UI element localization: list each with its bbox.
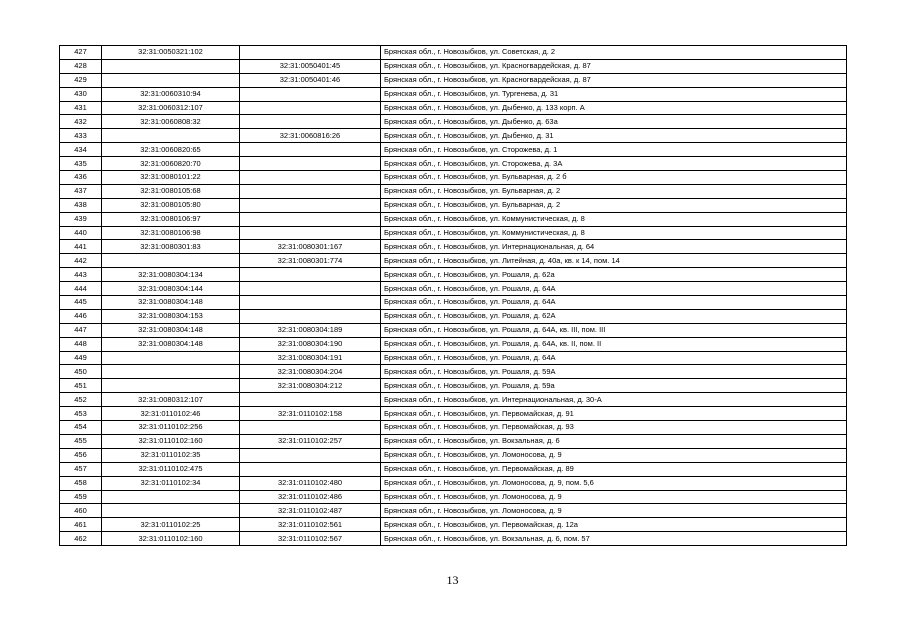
address-cell: Брянская обл., г. Новозыбков, ул. Коммунистическая, д. 8 xyxy=(381,212,847,226)
address-cell: Брянская обл., г. Новозыбков, ул. Рошаля, д. 62а xyxy=(381,268,847,282)
row-number-cell: 427 xyxy=(60,46,102,60)
address-cell: Брянская обл., г. Новозыбков, ул. Рошаля, д. 64А, кв. II, пом. II xyxy=(381,337,847,351)
table-row xyxy=(60,337,847,351)
cadastral-number-cell xyxy=(102,379,240,393)
cadastral-number-cell xyxy=(102,504,240,518)
premises-cadastral-number-cell xyxy=(240,309,381,323)
row-number-cell: 452 xyxy=(60,393,102,407)
table-row xyxy=(60,198,847,212)
row-number-cell: 428 xyxy=(60,59,102,73)
cadastral-number-cell: 32:31:0060820:65 xyxy=(102,143,240,157)
address-cell: Брянская обл., г. Новозыбков, ул. Вокзальная, д. 6, пом. 57 xyxy=(381,532,847,546)
row-number-cell: 437 xyxy=(60,184,102,198)
table-row xyxy=(60,518,847,532)
table-row xyxy=(60,101,847,115)
address-cell: Брянская обл., г. Новозыбков, ул. Ломоносова, д. 9, пом. 5,6 xyxy=(381,476,847,490)
cadastral-number-cell: 32:31:0110102:46 xyxy=(102,407,240,421)
table-row xyxy=(60,434,847,448)
table-row xyxy=(60,157,847,171)
address-cell: Брянская обл., г. Новозыбков, ул. Тургенева, д. 31 xyxy=(381,87,847,101)
row-number-cell: 436 xyxy=(60,171,102,185)
row-number-cell: 447 xyxy=(60,323,102,337)
row-number-cell: 443 xyxy=(60,268,102,282)
cadastral-number-cell xyxy=(102,59,240,73)
table-row xyxy=(60,46,847,60)
address-cell: Брянская обл., г. Новозыбков, ул. Рошаля, д. 64А xyxy=(381,351,847,365)
row-number-cell: 433 xyxy=(60,129,102,143)
address-cell: Брянская обл., г. Новозыбков, ул. Коммунистическая, д. 8 xyxy=(381,226,847,240)
cadastral-number-cell xyxy=(102,365,240,379)
table-row xyxy=(60,115,847,129)
row-number-cell: 438 xyxy=(60,198,102,212)
row-number-cell: 448 xyxy=(60,337,102,351)
row-number-cell: 439 xyxy=(60,212,102,226)
table-row xyxy=(60,365,847,379)
cadastral-number-cell: 32:31:0080304:153 xyxy=(102,309,240,323)
cadastral-number-cell: 32:31:0110102:25 xyxy=(102,518,240,532)
table-row xyxy=(60,240,847,254)
table-row xyxy=(60,226,847,240)
address-cell: Брянская обл., г. Новозыбков, ул. Ломоносова, д. 9 xyxy=(381,504,847,518)
row-number-cell: 435 xyxy=(60,157,102,171)
address-cell: Брянская обл., г. Новозыбков, ул. Первомайская, д. 93 xyxy=(381,421,847,435)
cadastral-number-cell: 32:31:0050321:102 xyxy=(102,46,240,60)
row-number-cell: 457 xyxy=(60,462,102,476)
cadastral-number-cell: 32:31:0080106:97 xyxy=(102,212,240,226)
address-cell: Брянская обл., г. Новозыбков, ул. Дыбенко, д. 63а xyxy=(381,115,847,129)
row-number-cell: 442 xyxy=(60,254,102,268)
cadastral-number-cell: 32:31:0110102:160 xyxy=(102,434,240,448)
table-row xyxy=(60,532,847,546)
row-number-cell: 432 xyxy=(60,115,102,129)
row-number-cell: 446 xyxy=(60,309,102,323)
table-row xyxy=(60,296,847,310)
table-row xyxy=(60,171,847,185)
address-cell: Брянская обл., г. Новозыбков, ул. Вокзальная, д. 6 xyxy=(381,434,847,448)
table-row xyxy=(60,323,847,337)
address-cell: Брянская обл., г. Новозыбков, ул. Первомайская, д. 12а xyxy=(381,518,847,532)
row-number-cell: 461 xyxy=(60,518,102,532)
table-row xyxy=(60,462,847,476)
row-number-cell: 451 xyxy=(60,379,102,393)
address-cell: Брянская обл., г. Новозыбков, ул. Сторожева, д. 3А xyxy=(381,157,847,171)
row-number-cell: 460 xyxy=(60,504,102,518)
premises-cadastral-number-cell: 32:31:0080301:167 xyxy=(240,240,381,254)
row-number-cell: 434 xyxy=(60,143,102,157)
premises-cadastral-number-cell: 32:31:0080304:212 xyxy=(240,379,381,393)
table-row xyxy=(60,73,847,87)
cadastral-number-cell: 32:31:0110102:34 xyxy=(102,476,240,490)
premises-cadastral-number-cell xyxy=(240,296,381,310)
row-number-cell: 449 xyxy=(60,351,102,365)
registry-table-body xyxy=(60,46,847,546)
cadastral-number-cell: 32:31:0080304:134 xyxy=(102,268,240,282)
row-number-cell: 431 xyxy=(60,101,102,115)
cadastral-number-cell xyxy=(102,490,240,504)
address-cell: Брянская обл., г. Новозыбков, ул. Бульварная, д. 2 б xyxy=(381,171,847,185)
premises-cadastral-number-cell xyxy=(240,157,381,171)
premises-cadastral-number-cell: 32:31:0080304:189 xyxy=(240,323,381,337)
cadastral-number-cell: 32:31:0110102:35 xyxy=(102,448,240,462)
premises-cadastral-number-cell xyxy=(240,143,381,157)
table-row xyxy=(60,421,847,435)
table-row xyxy=(60,476,847,490)
row-number-cell: 430 xyxy=(60,87,102,101)
address-cell: Брянская обл., г. Новозыбков, ул. Литейная, д. 40а, кв. к 14, пом. 14 xyxy=(381,254,847,268)
address-cell: Брянская обл., г. Новозыбков, ул. Бульварная, д. 2 xyxy=(381,184,847,198)
address-cell: Брянская обл., г. Новозыбков, ул. Рошаля, д. 62А xyxy=(381,309,847,323)
premises-cadastral-number-cell: 32:31:0080301:774 xyxy=(240,254,381,268)
table-row xyxy=(60,351,847,365)
cadastral-number-cell: 32:31:0060312:107 xyxy=(102,101,240,115)
address-cell: Брянская обл., г. Новозыбков, ул. Рошаля, д. 64А xyxy=(381,296,847,310)
row-number-cell: 444 xyxy=(60,282,102,296)
address-cell: Брянская обл., г. Новозыбков, ул. Бульварная, д. 2 xyxy=(381,198,847,212)
table-row xyxy=(60,129,847,143)
premises-cadastral-number-cell xyxy=(240,87,381,101)
table-row xyxy=(60,254,847,268)
premises-cadastral-number-cell xyxy=(240,226,381,240)
row-number-cell: 455 xyxy=(60,434,102,448)
row-number-cell: 440 xyxy=(60,226,102,240)
premises-cadastral-number-cell: 32:31:0110102:486 xyxy=(240,490,381,504)
row-number-cell: 462 xyxy=(60,532,102,546)
table-row xyxy=(60,379,847,393)
table-row xyxy=(60,143,847,157)
address-cell: Брянская обл., г. Новозыбков, ул. Интернациональная, д. 30-А xyxy=(381,393,847,407)
premises-cadastral-number-cell xyxy=(240,462,381,476)
row-number-cell: 441 xyxy=(60,240,102,254)
cadastral-number-cell xyxy=(102,351,240,365)
table-row xyxy=(60,59,847,73)
cadastral-number-cell: 32:31:0080304:148 xyxy=(102,323,240,337)
cadastral-number-cell: 32:31:0110102:256 xyxy=(102,421,240,435)
cadastral-number-cell: 32:31:0060808:32 xyxy=(102,115,240,129)
cadastral-number-cell xyxy=(102,73,240,87)
table-row xyxy=(60,282,847,296)
address-cell: Брянская обл., г. Новозыбков, ул. Советская, д. 2 xyxy=(381,46,847,60)
address-cell: Брянская обл., г. Новозыбков, ул. Рошаля, д. 64А xyxy=(381,282,847,296)
premises-cadastral-number-cell xyxy=(240,101,381,115)
premises-cadastral-number-cell: 32:31:0110102:487 xyxy=(240,504,381,518)
cadastral-number-cell: 32:31:0060310:94 xyxy=(102,87,240,101)
premises-cadastral-number-cell xyxy=(240,393,381,407)
premises-cadastral-number-cell xyxy=(240,212,381,226)
premises-cadastral-number-cell: 32:31:0050401:46 xyxy=(240,73,381,87)
table-row xyxy=(60,504,847,518)
premises-cadastral-number-cell: 32:31:0080304:191 xyxy=(240,351,381,365)
address-cell: Брянская обл., г. Новозыбков, ул. Ломоносова, д. 9 xyxy=(381,490,847,504)
cadastral-number-cell: 32:31:0110102:475 xyxy=(102,462,240,476)
cadastral-number-cell: 32:31:0080105:80 xyxy=(102,198,240,212)
address-cell: Брянская обл., г. Новозыбков, ул. Рошаля, д. 59а xyxy=(381,379,847,393)
table-row xyxy=(60,448,847,462)
table-row xyxy=(60,212,847,226)
premises-cadastral-number-cell: 32:31:0110102:158 xyxy=(240,407,381,421)
row-number-cell: 459 xyxy=(60,490,102,504)
premises-cadastral-number-cell: 32:31:0110102:567 xyxy=(240,532,381,546)
premises-cadastral-number-cell xyxy=(240,268,381,282)
row-number-cell: 456 xyxy=(60,448,102,462)
address-cell: Брянская обл., г. Новозыбков, ул. Дыбенко, д. 133 корп. А xyxy=(381,101,847,115)
page-number: 13 xyxy=(446,573,459,587)
property-registry-table xyxy=(59,45,847,546)
cadastral-number-cell xyxy=(102,129,240,143)
address-cell: Брянская обл., г. Новозыбков, ул. Первомайская, д. 89 xyxy=(381,462,847,476)
premises-cadastral-number-cell: 32:31:0080304:204 xyxy=(240,365,381,379)
address-cell: Брянская обл., г. Новозыбков, ул. Дыбенко, д. 31 xyxy=(381,129,847,143)
address-cell: Брянская обл., г. Новозыбков, ул. Красногвардейская, д. 87 xyxy=(381,59,847,73)
address-cell: Брянская обл., г. Новозыбков, ул. Ломоносова, д. 9 xyxy=(381,448,847,462)
premises-cadastral-number-cell xyxy=(240,448,381,462)
premises-cadastral-number-cell xyxy=(240,198,381,212)
address-cell: Брянская обл., г. Новозыбков, ул. Сторожева, д. 1 xyxy=(381,143,847,157)
address-cell: Брянская обл., г. Новозыбков, ул. Рошаля, д. 64А, кв. III, пом. III xyxy=(381,323,847,337)
cadastral-number-cell: 32:31:0080304:144 xyxy=(102,282,240,296)
premises-cadastral-number-cell: 32:31:0110102:561 xyxy=(240,518,381,532)
row-number-cell: 450 xyxy=(60,365,102,379)
cadastral-number-cell: 32:31:0080312:107 xyxy=(102,393,240,407)
address-cell: Брянская обл., г. Новозыбков, ул. Рошаля, д. 59А xyxy=(381,365,847,379)
premises-cadastral-number-cell: 32:31:0110102:480 xyxy=(240,476,381,490)
address-cell: Брянская обл., г. Новозыбков, ул. Первомайская, д. 91 xyxy=(381,407,847,421)
address-cell: Брянская обл., г. Новозыбков, ул. Интернациональная, д. 64 xyxy=(381,240,847,254)
table-row xyxy=(60,268,847,282)
premises-cadastral-number-cell xyxy=(240,171,381,185)
table-row xyxy=(60,393,847,407)
premises-cadastral-number-cell xyxy=(240,184,381,198)
cadastral-number-cell xyxy=(102,254,240,268)
address-cell: Брянская обл., г. Новозыбков, ул. Красногвардейская, д. 87 xyxy=(381,73,847,87)
row-number-cell: 429 xyxy=(60,73,102,87)
premises-cadastral-number-cell xyxy=(240,282,381,296)
row-number-cell: 454 xyxy=(60,421,102,435)
cadastral-number-cell: 32:31:0080304:148 xyxy=(102,337,240,351)
premises-cadastral-number-cell xyxy=(240,115,381,129)
table-row xyxy=(60,87,847,101)
table-row xyxy=(60,490,847,504)
row-number-cell: 453 xyxy=(60,407,102,421)
cadastral-number-cell: 32:31:0110102:160 xyxy=(102,532,240,546)
table-row xyxy=(60,407,847,421)
cadastral-number-cell: 32:31:0080105:68 xyxy=(102,184,240,198)
table-row xyxy=(60,184,847,198)
row-number-cell: 458 xyxy=(60,476,102,490)
cadastral-number-cell: 32:31:0080101:22 xyxy=(102,171,240,185)
premises-cadastral-number-cell xyxy=(240,421,381,435)
premises-cadastral-number-cell xyxy=(240,46,381,60)
premises-cadastral-number-cell: 32:31:0110102:257 xyxy=(240,434,381,448)
cadastral-number-cell: 32:31:0060820:70 xyxy=(102,157,240,171)
cadastral-number-cell: 32:31:0080106:98 xyxy=(102,226,240,240)
row-number-cell: 445 xyxy=(60,296,102,310)
premises-cadastral-number-cell: 32:31:0080304:190 xyxy=(240,337,381,351)
table-row xyxy=(60,309,847,323)
premises-cadastral-number-cell: 32:31:0060816:26 xyxy=(240,129,381,143)
cadastral-number-cell: 32:31:0080304:148 xyxy=(102,296,240,310)
premises-cadastral-number-cell: 32:31:0050401:45 xyxy=(240,59,381,73)
cadastral-number-cell: 32:31:0080301:83 xyxy=(102,240,240,254)
